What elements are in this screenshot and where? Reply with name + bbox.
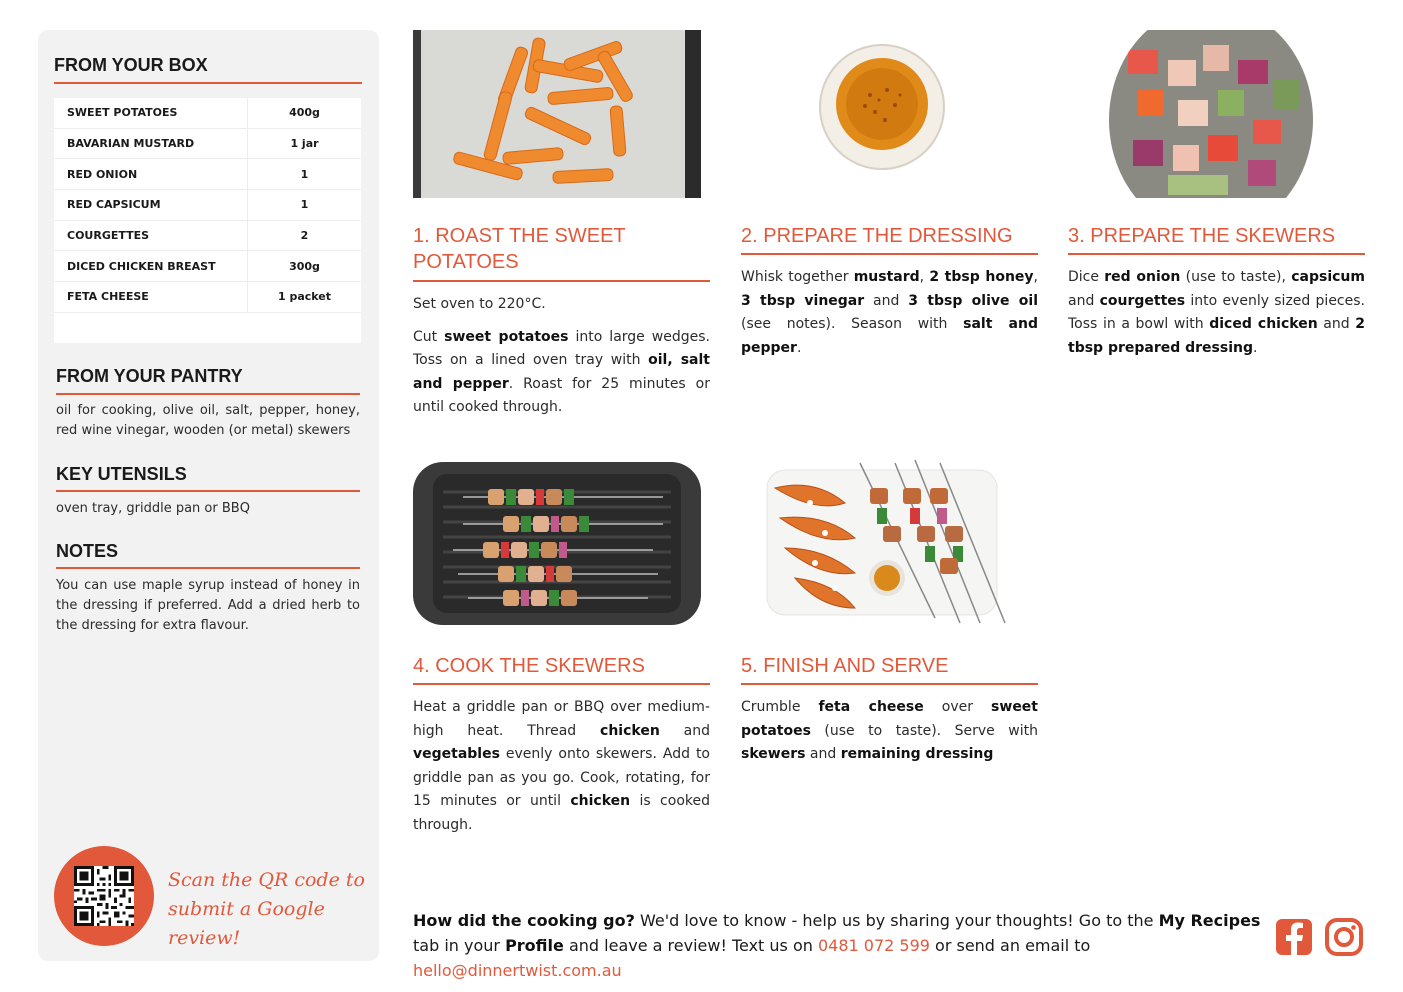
- ingredient-qty: 300g: [289, 259, 320, 273]
- text-run: is cooked through.: [413, 793, 710, 833]
- text-run: Dice: [1068, 269, 1105, 285]
- ingredient-qty: 400g: [289, 106, 320, 120]
- bold-text: mustard: [853, 269, 920, 285]
- contact-link[interactable]: 0481 072 599: [817, 936, 930, 955]
- ingredient-name: FETA CHEESE: [54, 282, 248, 312]
- text-run: and: [1068, 292, 1100, 309]
- text-run: into large wedges. Toss on a lined oven tray with: [413, 328, 710, 368]
- step-3-paragraph: [1068, 266, 1365, 360]
- text-run: or send an email to: [929, 936, 1091, 955]
- step-3-text: [1068, 266, 1365, 369]
- text-run: into evenly sized pieces. Toss in a bowl with: [1068, 292, 1365, 332]
- bold-text: courgettes: [1099, 292, 1186, 309]
- bold-text: 2 tbsp prepared dressing: [1068, 316, 1365, 356]
- step-4-title: 4. COOK THE SKEWERS: [413, 655, 645, 677]
- bold-text: How did the cooking go?: [413, 911, 635, 930]
- step-1-text: [413, 293, 710, 429]
- ingredient-qty: 1 jar: [290, 137, 319, 151]
- bold-text: red onion: [1104, 269, 1181, 285]
- bold-text: chicken: [600, 722, 660, 739]
- step-4-paragraph: [413, 696, 710, 837]
- step-rule: [413, 683, 710, 685]
- bold-text: 2 tbsp honey: [929, 269, 1034, 285]
- ingredient-row: [54, 129, 361, 160]
- step-1-paragraph: Set oven to 220°C.: [413, 296, 546, 312]
- step-5-paragraph: [741, 696, 1038, 767]
- pantry-text: oil for cooking, olive oil, salt, pepper, honey, red wine vinegar, wooden (or metal) skewers: [56, 403, 360, 438]
- step-1-title-line: POTATOES: [413, 251, 519, 273]
- bold-text: diced chicken: [1209, 316, 1318, 332]
- text-run: Heat a griddle pan or BBQ over medium-high heat. Thread: [413, 699, 710, 739]
- text-run: over: [923, 699, 992, 715]
- text-run: and: [659, 722, 710, 739]
- facebook-icon[interactable]: [1275, 918, 1313, 956]
- qr-badge: [54, 846, 154, 946]
- ingredient-row: [54, 251, 361, 282]
- text-run: .: [1253, 339, 1258, 356]
- ingredient-name: RED CAPSICUM: [54, 190, 248, 220]
- griddle-pan-photo: [413, 462, 701, 625]
- ingredient-qty: 1 packet: [277, 290, 332, 304]
- step-rule: [413, 280, 710, 282]
- utensils-text: oven tray, griddle pan or BBQ: [56, 501, 250, 516]
- heading-rule: [56, 567, 360, 569]
- ingredient-qty: 1: [300, 198, 309, 212]
- ingredient-row: [54, 282, 361, 313]
- ingredient-row: [54, 190, 361, 221]
- step-5-text: [741, 696, 1038, 776]
- text-run: (see notes). Season with: [741, 316, 964, 332]
- text-run: We'd love to know - help us by sharing your thoughts! Go to the: [634, 911, 1159, 930]
- step-rule: [741, 253, 1038, 255]
- notes-heading: NOTES: [56, 541, 119, 561]
- ingredient-row: [54, 98, 361, 129]
- key-utensils-heading: KEY UTENSILS: [56, 464, 187, 484]
- step-rule: [1068, 253, 1365, 255]
- bold-text: sweet potatoes: [741, 699, 1038, 739]
- text-run: and: [1317, 316, 1356, 332]
- step-4-text: [413, 696, 710, 846]
- step-2-paragraph: [741, 266, 1038, 360]
- text-run: and leave a review! Text us on: [563, 936, 818, 955]
- qr-code-icon[interactable]: [74, 866, 134, 926]
- bold-text: Profile: [505, 936, 564, 955]
- text-run: ,: [919, 269, 930, 285]
- text-run: Whisk together: [741, 269, 854, 285]
- qr-caption-line: Scan the QR code to: [168, 869, 365, 891]
- bold-text: 3 tbsp olive oil: [908, 292, 1039, 309]
- text-run: .: [796, 339, 802, 356]
- dressing-bowl-photo: [815, 40, 950, 175]
- bold-text: sweet potatoes: [444, 328, 569, 345]
- bold-text: skewers: [741, 746, 806, 762]
- bold-text: capsicum: [1291, 269, 1365, 285]
- text-run: (use to taste),: [1180, 269, 1292, 285]
- step-3-title: 3. PREPARE THE SKEWERS: [1068, 225, 1336, 247]
- text-run: Crumble: [741, 699, 819, 715]
- heading-rule: [54, 82, 362, 84]
- bold-text: remaining dressing: [840, 746, 994, 762]
- bold-text: vegetables: [413, 746, 500, 762]
- bold-text: My Recipes: [1158, 911, 1261, 930]
- ingredient-row-empty: [54, 313, 361, 343]
- step-2-title: 2. PREPARE THE DRESSING: [741, 225, 1013, 247]
- text-run: and: [805, 746, 841, 762]
- bold-text: oil, salt and pepper: [413, 352, 710, 392]
- ingredient-row: [54, 159, 361, 190]
- text-run: evenly onto skewers. Add to griddle pan as you go. Cook, rotating, for 15 minutes or until: [413, 746, 710, 809]
- ingredient-name: COURGETTES: [54, 221, 248, 251]
- step-5-title: 5. FINISH AND SERVE: [741, 655, 949, 677]
- step-rule: [741, 683, 1038, 685]
- step-1-title: [413, 223, 710, 275]
- bold-text: chicken: [570, 793, 631, 809]
- heading-rule: [56, 490, 360, 492]
- from-your-box-heading: FROM YOUR BOX: [54, 55, 208, 75]
- heading-rule: [56, 393, 360, 395]
- ingredient-qty: 2: [300, 229, 309, 243]
- text-run: and: [864, 292, 909, 309]
- ingredient-name: RED ONION: [54, 159, 248, 189]
- instagram-icon[interactable]: [1325, 918, 1363, 956]
- ingredient-name: BAVARIAN MUSTARD: [54, 129, 248, 159]
- ingredient-name: DICED CHICKEN BREAST: [54, 251, 248, 281]
- contact-link[interactable]: hello@dinnertwist.com.au: [413, 961, 622, 980]
- qr-caption: [168, 866, 368, 953]
- ingredient-name: SWEET POTATOES: [54, 98, 248, 128]
- step-2-text: [741, 266, 1038, 369]
- step-1-paragraph: [413, 326, 710, 420]
- text-run: Cut: [413, 328, 445, 345]
- ingredients-table: [54, 98, 361, 343]
- step-1-title-line: 1. ROAST THE SWEET: [413, 225, 626, 247]
- text-run: (use to taste). Serve with: [810, 722, 1038, 739]
- finished-dish-photo: [765, 458, 1015, 628]
- text-run: ,: [1033, 269, 1038, 285]
- skewer-bowl-photo: [1108, 30, 1314, 198]
- ingredient-qty: 1: [300, 167, 309, 181]
- text-run: . Roast for 25 minutes or until cooked through.: [413, 375, 710, 415]
- from-your-pantry-heading: FROM YOUR PANTRY: [56, 366, 243, 386]
- bold-text: feta cheese: [818, 699, 924, 715]
- bold-text: salt and pepper: [741, 316, 1038, 356]
- bold-text: 3 tbsp vinegar: [741, 292, 865, 309]
- ingredient-row: [54, 221, 361, 252]
- qr-caption-line: submit a Google review!: [168, 898, 325, 949]
- roasting-tray-photo: [413, 30, 701, 198]
- review-footer: [413, 908, 1273, 983]
- text-run: tab in your: [413, 936, 506, 955]
- ingredients-sidebar: [38, 30, 379, 961]
- notes-text: You can use maple syrup instead of honey in the dressing if preferred. Add a dried herb to the dressing for extra flavour.: [56, 578, 360, 633]
